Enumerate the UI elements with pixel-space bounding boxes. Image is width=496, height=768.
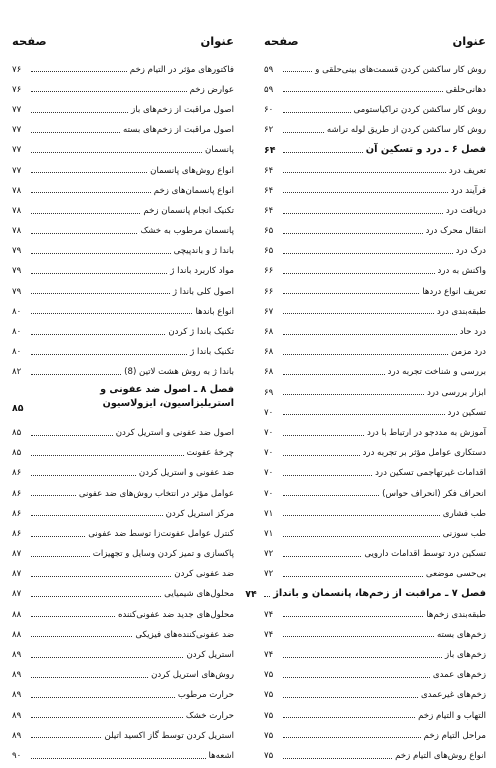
entry-page-number: ۷۴ — [245, 588, 257, 600]
entry-page-number: ۷۸ — [12, 185, 22, 196]
toc-entry — [264, 276, 486, 296]
entry-title: دهانی‌حلقی — [445, 84, 486, 95]
entry-title: انواع روش‌های التیام زخم — [395, 750, 486, 761]
toc-entry — [264, 619, 486, 639]
dot-leader — [31, 636, 132, 637]
dot-leader — [283, 334, 457, 335]
dot-leader — [283, 273, 435, 274]
entry-title: طبقه‌بندی زخم‌ها — [426, 609, 486, 620]
entry-page-number: ۸۵ — [12, 402, 24, 414]
chapter-heading — [245, 579, 486, 600]
toc-entry — [12, 276, 234, 296]
toc-entry — [12, 478, 234, 498]
entry-title: محلول‌های شیمیایی — [164, 589, 234, 600]
entry-page-number: ۸۹ — [12, 670, 22, 681]
toc-entry — [12, 296, 234, 316]
toc-entry — [264, 316, 486, 336]
entry-page-number: ۸۹ — [12, 730, 22, 741]
entry-title: اشعه‌ها — [208, 750, 234, 761]
dot-leader — [283, 132, 324, 133]
entry-title: مواد کاربرد باندا ژ — [170, 266, 234, 277]
dot-leader — [283, 697, 418, 698]
dot-leader — [283, 576, 423, 577]
toc-entry — [12, 458, 234, 478]
header-page: صفحه — [264, 34, 299, 48]
dot-leader — [31, 758, 206, 759]
entry-title: زخم‌های بسته — [436, 629, 486, 640]
entry-page-number: ۷۸ — [12, 205, 22, 216]
toc-entry — [12, 175, 234, 195]
dot-leader — [31, 293, 170, 294]
entry-page-number: ۷۹ — [12, 286, 22, 297]
toc-entry — [264, 357, 486, 377]
toc-entry — [264, 74, 486, 94]
entry-title: حرارت خشک — [185, 710, 234, 721]
dot-leader — [31, 112, 128, 113]
toc-entry — [264, 155, 486, 175]
entry-title: طبقه‌بندی درد — [436, 306, 486, 317]
toc-entry — [264, 54, 486, 74]
toc-entry — [264, 539, 486, 559]
entry-title: التهاب و التیام زخم — [418, 710, 486, 721]
entry-page-number: ۶۴ — [264, 165, 274, 176]
toc-entry — [12, 660, 234, 680]
dot-leader — [283, 233, 423, 234]
entry-title: بی‌حسی موضعی — [425, 569, 486, 580]
dot-leader — [264, 596, 270, 597]
toc-entry — [264, 296, 486, 316]
entry-page-number: ۸۹ — [12, 710, 22, 721]
entry-page-number: ۸۰ — [12, 327, 22, 338]
entry-page-number: ۶۵ — [264, 226, 274, 237]
dot-leader — [283, 717, 415, 718]
chapter-heading — [12, 377, 234, 417]
entry-page-number: ۸۹ — [12, 650, 22, 661]
dot-leader — [31, 273, 167, 274]
entry-title: انواع باندها — [195, 306, 234, 317]
entry-page-number: ۸۸ — [12, 609, 22, 620]
entry-title: دریافت درد — [445, 205, 486, 216]
entry-page-number: ۸۷ — [12, 589, 22, 600]
toc-entry — [264, 216, 486, 236]
entry-title: بررسی و شناخت تجربه درد — [387, 367, 486, 378]
dot-leader — [31, 697, 175, 698]
column-header — [12, 30, 234, 52]
dot-leader — [283, 758, 392, 759]
entry-page-number: ۶۷ — [264, 306, 274, 317]
toc-entry — [12, 700, 234, 720]
toc-entry — [12, 216, 234, 236]
entry-title: استریل کردن توسط گاز اکسید اتیلن — [104, 730, 234, 741]
toc-entry — [12, 337, 234, 357]
dot-leader — [283, 91, 443, 92]
dot-leader — [283, 455, 360, 456]
dot-leader — [283, 152, 363, 153]
dot-leader — [31, 677, 148, 678]
entry-title: روش کار ساکشن کردن تراکیاستومی — [353, 104, 486, 115]
entry-page-number: ۶۰ — [264, 104, 274, 115]
dot-leader — [31, 152, 202, 153]
toc-entry — [12, 619, 234, 639]
entry-title: تعریف درد — [448, 165, 486, 176]
dot-leader — [283, 536, 440, 537]
toc-entry — [264, 478, 486, 498]
entry-page-number: ۷۸ — [12, 226, 22, 237]
toc-entry — [12, 539, 234, 559]
entry-page-number: ۸۶ — [12, 508, 22, 519]
toc-entry — [12, 357, 234, 377]
entry-page-number: ۸۲ — [12, 367, 22, 378]
toc-entry — [264, 599, 486, 619]
toc-entry — [264, 195, 486, 215]
entry-page-number: ۶۴ — [264, 144, 276, 156]
dot-leader — [31, 91, 187, 92]
entry-title: اصول کلی باندا ژ — [172, 286, 234, 297]
dot-leader — [283, 435, 364, 436]
toc-entry — [264, 559, 486, 579]
toc-entry — [12, 155, 234, 175]
dot-leader — [31, 576, 171, 577]
entry-page-number: ۷۵ — [264, 750, 274, 761]
entry-page-number: ۸۷ — [12, 569, 22, 580]
entry-page-number: ۸۶ — [12, 468, 22, 479]
entry-page-number: ۷۰ — [264, 468, 274, 479]
entry-page-number: ۸۵ — [12, 427, 22, 438]
dot-leader — [31, 596, 161, 597]
dot-leader — [283, 677, 430, 678]
dot-leader — [31, 253, 171, 254]
entry-title: تکنیک انجام پانسمان زخم — [143, 205, 234, 216]
entry-title: طب فشاری — [442, 508, 486, 519]
entry-page-number: ۷۵ — [264, 730, 274, 741]
entry-title: ضد عفونی کردن — [174, 569, 234, 580]
dot-leader — [283, 172, 446, 173]
header-page: صفحه — [12, 34, 47, 48]
entry-title: واکنش به درد — [437, 266, 486, 277]
entry-title: درک درد — [455, 246, 486, 257]
toc-entry — [12, 720, 234, 740]
entry-title: زخم‌های غیرعمدی — [421, 690, 486, 701]
dot-leader — [283, 213, 443, 214]
dot-leader — [31, 233, 137, 234]
dot-leader — [283, 556, 361, 557]
entry-page-number: ۷۶ — [12, 64, 22, 75]
toc-entry — [12, 256, 234, 276]
entry-page-number: ۷۷ — [12, 125, 22, 136]
toc-column-left — [12, 30, 234, 761]
entry-page-number: ۵۹ — [264, 84, 274, 95]
header-title: عنوان — [452, 34, 486, 48]
entry-page-number: ۷۶ — [12, 84, 22, 95]
entry-page-number: ۷۴ — [264, 650, 274, 661]
entry-title: درد حاد — [459, 327, 486, 338]
toc-entry — [264, 740, 486, 760]
entry-title: تکنیک باندا ژ کردن — [168, 327, 234, 338]
entry-title: طب سوزنی — [442, 528, 486, 539]
toc-entry — [12, 680, 234, 700]
toc-entry — [264, 639, 486, 659]
entry-title: انحراف فکر (انحراف حواس) — [382, 488, 486, 499]
entry-title: مراحل التیام زخم — [423, 730, 486, 741]
entry-page-number: ۸۰ — [12, 347, 22, 358]
entry-title: اصول مراقبت از زخم‌های بسته — [122, 125, 234, 136]
entry-page-number: ۶۸ — [264, 327, 274, 338]
dot-leader — [31, 213, 140, 214]
dot-leader — [31, 132, 120, 133]
dot-leader — [31, 334, 165, 335]
entry-title: تسکین درد — [447, 407, 486, 418]
entry-page-number: ۷۹ — [12, 266, 22, 277]
entry-page-number: ۷۵ — [264, 670, 274, 681]
dot-leader — [283, 636, 434, 637]
entry-title: تکنیک باندا ژ — [190, 347, 234, 358]
entry-page-number: ۸۵ — [12, 448, 22, 459]
toc-entry — [12, 518, 234, 538]
entry-title: ضد عفونی و استریل کردن — [138, 468, 234, 479]
entry-title: انواع روش‌های پانسمان — [150, 165, 234, 176]
entry-page-number: ۶۲ — [264, 125, 274, 136]
toc-entry — [12, 498, 234, 518]
toc-entry — [264, 94, 486, 114]
toc-entry — [264, 175, 486, 195]
entry-page-number: ۸۹ — [12, 690, 22, 701]
dot-leader — [283, 475, 372, 476]
dot-leader — [31, 717, 183, 718]
entry-title: اصول ضد عفونی و استریل کردن — [115, 427, 234, 438]
entry-title: کنترل عوامل عفونت‌زا توسط ضد عفونی — [88, 528, 234, 539]
entry-title: روش کار ساکشن کردن قسمت‌های بینی‌حلقی و — [315, 64, 486, 75]
entry-page-number: ۷۰ — [264, 448, 274, 459]
entry-page-number: ۸۶ — [12, 528, 22, 539]
entry-page-number: ۸۸ — [12, 629, 22, 640]
entry-page-number: ۶۵ — [264, 246, 274, 257]
entry-page-number: ۷۱ — [264, 528, 274, 539]
dot-leader — [31, 475, 136, 476]
entry-page-number: ۹۰ — [12, 750, 22, 761]
dot-leader — [31, 556, 90, 557]
dot-leader — [31, 172, 147, 173]
entry-page-number: ۷۴ — [264, 629, 274, 640]
entry-title: محلول‌های جدید ضد عفونی‌کننده — [117, 609, 234, 620]
dot-leader — [31, 616, 115, 617]
entry-page-number: ۷۷ — [12, 145, 22, 156]
dot-leader — [31, 536, 85, 537]
dot-leader — [283, 495, 379, 496]
dot-leader — [31, 435, 113, 436]
entry-title: روش کار ساکشن کردن از طریق لوله تراشه — [326, 125, 486, 136]
entry-title: مرکز استریل کردن — [165, 508, 234, 519]
dot-leader — [31, 737, 101, 738]
toc-entries — [245, 54, 486, 761]
entry-page-number: ۷۰ — [264, 427, 274, 438]
toc-entry — [12, 236, 234, 256]
entry-title: آموزش به مددجو در ارتباط با درد — [366, 427, 486, 438]
dot-leader — [283, 313, 434, 314]
dot-leader — [283, 394, 424, 395]
toc-entry — [264, 115, 486, 135]
entry-title: تعریف انواع دردها — [422, 286, 486, 297]
dot-leader — [283, 192, 448, 193]
entry-title: باندا ژ به روش هشت لاتین (8) — [124, 367, 234, 378]
entry-title: اقدامات غیرتهاجمی تسکین درد — [375, 468, 486, 479]
toc-entry — [12, 559, 234, 579]
entry-title: زخم‌های باز — [445, 650, 486, 661]
entry-page-number: ۷۷ — [12, 165, 22, 176]
entry-page-number: ۶۹ — [264, 387, 274, 398]
dot-leader — [31, 374, 121, 375]
entry-page-number: ۵۹ — [264, 64, 274, 75]
entry-title: اصول مراقبت از زخم‌های باز — [131, 104, 234, 115]
toc-entry — [12, 579, 234, 599]
dot-leader — [283, 293, 419, 294]
dot-leader — [283, 616, 423, 617]
entry-title: فصل ۷ ـ مراقبت از زخم‌ها، پانسمان و بانداژ — [273, 588, 486, 600]
toc-entry — [12, 135, 234, 155]
entry-title: باندا ژ و باندپیچی — [173, 246, 234, 257]
dot-leader — [31, 313, 192, 314]
entry-title: استریل کردن — [186, 650, 234, 661]
entry-page-number: ۸۶ — [12, 488, 22, 499]
entry-title: روش‌های استریل کردن — [151, 670, 234, 681]
toc-entry — [264, 337, 486, 357]
entry-title: پانسمان — [205, 145, 234, 156]
dot-leader — [31, 515, 163, 516]
toc-entry — [264, 377, 486, 397]
toc-entry — [12, 94, 234, 114]
dot-leader — [283, 737, 421, 738]
toc-entry — [12, 74, 234, 94]
toc-entry — [12, 417, 234, 437]
dot-leader — [31, 657, 183, 658]
entry-page-number: ۷۰ — [264, 488, 274, 499]
toc-entry — [264, 438, 486, 458]
entry-title: فصل ۶ ـ درد و تسکین آن — [365, 144, 486, 156]
toc-entry — [12, 438, 234, 458]
toc-entry — [12, 639, 234, 659]
dot-leader — [283, 71, 312, 72]
entry-page-number: ۷۵ — [264, 690, 274, 701]
toc-entry — [264, 397, 486, 417]
entry-title: انتقال محرک درد — [425, 226, 486, 237]
entry-page-number: ۶۸ — [264, 347, 274, 358]
toc-entry — [12, 740, 234, 760]
entry-page-number: ۷۲ — [264, 569, 274, 580]
entry-page-number: ۷۲ — [264, 549, 274, 560]
dot-leader — [283, 657, 442, 658]
dot-leader — [31, 192, 151, 193]
entry-page-number: ۷۷ — [12, 104, 22, 115]
toc-entry — [12, 599, 234, 619]
entry-page-number: ۷۴ — [264, 609, 274, 620]
entry-page-number: ۶۴ — [264, 205, 274, 216]
entry-page-number: ۶۶ — [264, 286, 274, 297]
entry-title: عوامل مؤثر در انتخاب روش‌های ضد عفونی — [78, 488, 234, 499]
toc-entry — [264, 700, 486, 720]
entry-title: ابزار بررسی درد — [427, 387, 486, 398]
dot-leader — [31, 354, 187, 355]
toc-entry — [264, 720, 486, 740]
toc-entry — [264, 498, 486, 518]
dot-leader — [283, 253, 453, 254]
toc-entries — [12, 54, 234, 761]
entry-title: عوارض زخم — [189, 84, 234, 95]
toc-entry — [264, 256, 486, 276]
entry-title: حرارت مرطوب — [177, 690, 234, 701]
dot-leader — [31, 455, 184, 456]
entry-title: درد مزمن — [450, 347, 486, 358]
dot-leader — [283, 112, 351, 113]
chapter-heading — [264, 135, 486, 155]
dot-leader — [283, 515, 440, 516]
toc-entry — [264, 236, 486, 256]
entry-title: فرآیند درد — [450, 185, 486, 196]
entry-title: فصل ۸ ـ اصول ضد عفونی و استریلیزاسیون، ایزولاسیون — [100, 383, 234, 410]
entry-title: پاکسازی و تمیز کردن وسایل و تجهیزات — [92, 549, 234, 560]
entry-page-number: ۸۷ — [12, 549, 22, 560]
entry-title: زخم‌های عمدی — [432, 670, 486, 681]
toc-column-right — [245, 30, 486, 761]
entry-title: چرخهٔ عفونت — [186, 448, 234, 459]
entry-page-number: ۸۰ — [12, 306, 22, 317]
entry-title: انواع پانسمان‌های زخم — [153, 185, 234, 196]
entry-page-number: ۷۰ — [264, 407, 274, 418]
dot-leader — [283, 354, 448, 355]
entry-title: فاکتورهای مؤثر در التیام زخم — [129, 64, 234, 75]
entry-title: ضد عفونی‌کننده‌های فیزیکی — [135, 629, 234, 640]
toc-entry — [12, 195, 234, 215]
entry-page-number: ۶۴ — [264, 185, 274, 196]
toc-entry — [264, 458, 486, 478]
toc-entry — [12, 316, 234, 336]
entry-page-number: ۷۵ — [264, 710, 274, 721]
dot-leader — [283, 374, 385, 375]
entry-title: پانسمان مرطوب به خشک — [140, 226, 234, 237]
toc-entry — [12, 54, 234, 74]
dot-leader — [31, 71, 127, 72]
entry-page-number: ۶۶ — [264, 266, 274, 277]
dot-leader — [31, 495, 76, 496]
toc-entry — [12, 115, 234, 135]
entry-page-number: ۶۸ — [264, 367, 274, 378]
entry-page-number: ۷۹ — [12, 246, 22, 257]
entry-title: دستکاری عوامل مؤثر بر تجربه درد — [362, 448, 486, 459]
toc-entry — [264, 518, 486, 538]
entry-title: تسکین درد توسط اقدامات دارویی — [364, 549, 486, 560]
toc-entry — [264, 660, 486, 680]
toc-entry — [264, 680, 486, 700]
column-header — [264, 30, 486, 52]
dot-leader — [283, 414, 445, 415]
toc-entry — [264, 417, 486, 437]
entry-page-number: ۷۱ — [264, 508, 274, 519]
header-title: عنوان — [200, 34, 234, 48]
